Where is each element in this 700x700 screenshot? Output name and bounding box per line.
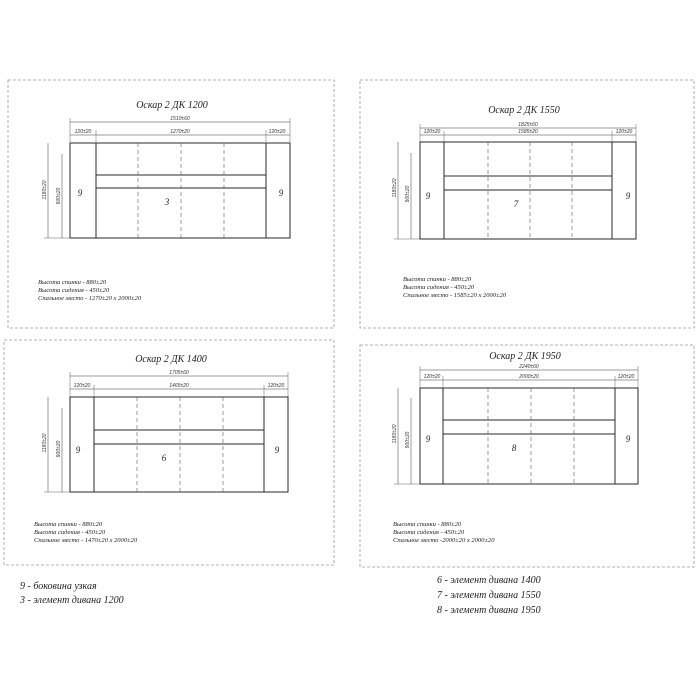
right-element-number: 9 (278, 188, 284, 198)
side-width-right-label: 120±20 (617, 374, 635, 380)
total-width-label: 1510±60 (170, 116, 190, 122)
left-element-number: 9 (425, 434, 431, 444)
legend-item: 8 - элемент дивана 1950 (437, 605, 541, 616)
legend-item: 6 - элемент дивана 1400 (437, 575, 541, 586)
right-armrest (612, 142, 636, 239)
left-armrest (420, 388, 443, 484)
center-width-label: 2000±20 (519, 374, 539, 380)
height-back-label: 900±20 (405, 185, 411, 203)
total-width-label: 1705±60 (169, 370, 189, 376)
side-width-left-label: 120±20 (423, 129, 441, 135)
center-element-number: 8 (511, 443, 517, 453)
side-width-right-label: 120±20 (268, 129, 286, 135)
spec-back-height: Высота спинки - 880±20 (38, 279, 107, 286)
center-width-label: 1585±20 (518, 129, 538, 135)
height-back-label: 900±20 (56, 440, 62, 458)
legend-right (437, 575, 541, 616)
legend-item: 3 - элемент дивана 1200 (20, 595, 124, 606)
right-element-number: 9 (625, 191, 631, 201)
height-total-label: 1180±20 (392, 424, 398, 444)
left-element-number: 9 (77, 188, 83, 198)
side-width-right-label: 120±20 (267, 383, 285, 389)
left-armrest (420, 142, 444, 239)
spec-sleeping-area: Спальное место -2000±20 x 2000±20 (393, 537, 495, 544)
total-width-label: 1825±60 (518, 122, 538, 128)
panel-dk-1400 (4, 340, 334, 565)
center-width-label: 1270±20 (170, 129, 190, 135)
panel-dk-1200 (8, 80, 334, 328)
center-element-number: 6 (161, 453, 167, 463)
center-width-label: 1465±20 (169, 383, 189, 389)
left-armrest (70, 397, 94, 492)
center-section (443, 388, 615, 484)
height-back-label: 900±20 (405, 431, 411, 449)
panel-title: Оскар 2 ДК 1200 (136, 100, 208, 111)
side-width-left-label: 120±20 (423, 374, 441, 380)
spec-seat-height: Высота сидения - 450±20 (34, 529, 106, 536)
panel-title: Оскар 2 ДК 1400 (135, 354, 207, 365)
spec-sleeping-area: Спальное место - 1585±20 x 2000±20 (403, 292, 507, 299)
center-element-number: 7 (513, 199, 519, 209)
left-element-number: 9 (75, 445, 81, 455)
height-total-label: 1180±20 (42, 180, 48, 200)
spec-sleeping-area: Спальное место - 1270±20 x 2000±20 (38, 295, 142, 302)
right-element-number: 9 (625, 434, 631, 444)
right-element-number: 9 (274, 445, 280, 455)
panel-dk-1550 (360, 80, 694, 328)
panel-title: Оскар 2 ДК 1550 (488, 105, 560, 116)
spec-seat-height: Высота сидения - 450±20 (393, 529, 465, 536)
spec-back-height: Высота спинки - 880±20 (34, 521, 103, 528)
height-back-label: 900±20 (56, 187, 62, 205)
side-width-left-label: 120±20 (74, 129, 92, 135)
left-armrest (70, 143, 96, 238)
side-width-left-label: 120±20 (73, 383, 91, 389)
total-width-label: 2240±60 (519, 364, 539, 370)
legend-left (19, 581, 124, 606)
spec-back-height: Высота спинки - 880±20 (393, 521, 462, 528)
legend-item: 9 - боковина узкая (20, 581, 97, 592)
height-total-label: 1180±20 (42, 433, 48, 453)
spec-seat-height: Высота сидения - 450±20 (38, 287, 110, 294)
legend-item: 7 - элемент дивана 1550 (437, 590, 541, 601)
height-total-label: 1180±20 (392, 178, 398, 198)
panel-title: Оскар 2 ДК 1950 (489, 351, 561, 362)
spec-back-height: Высота спинки - 880±20 (403, 276, 472, 283)
side-width-right-label: 120±20 (615, 129, 633, 135)
spec-sleeping-area: Спальное место - 1470±20 x 2000±20 (34, 537, 138, 544)
spec-seat-height: Высота сидения - 450±20 (403, 284, 475, 291)
left-element-number: 9 (425, 191, 431, 201)
panel-dk-1950 (360, 345, 694, 567)
center-element-number: 3 (164, 197, 170, 207)
